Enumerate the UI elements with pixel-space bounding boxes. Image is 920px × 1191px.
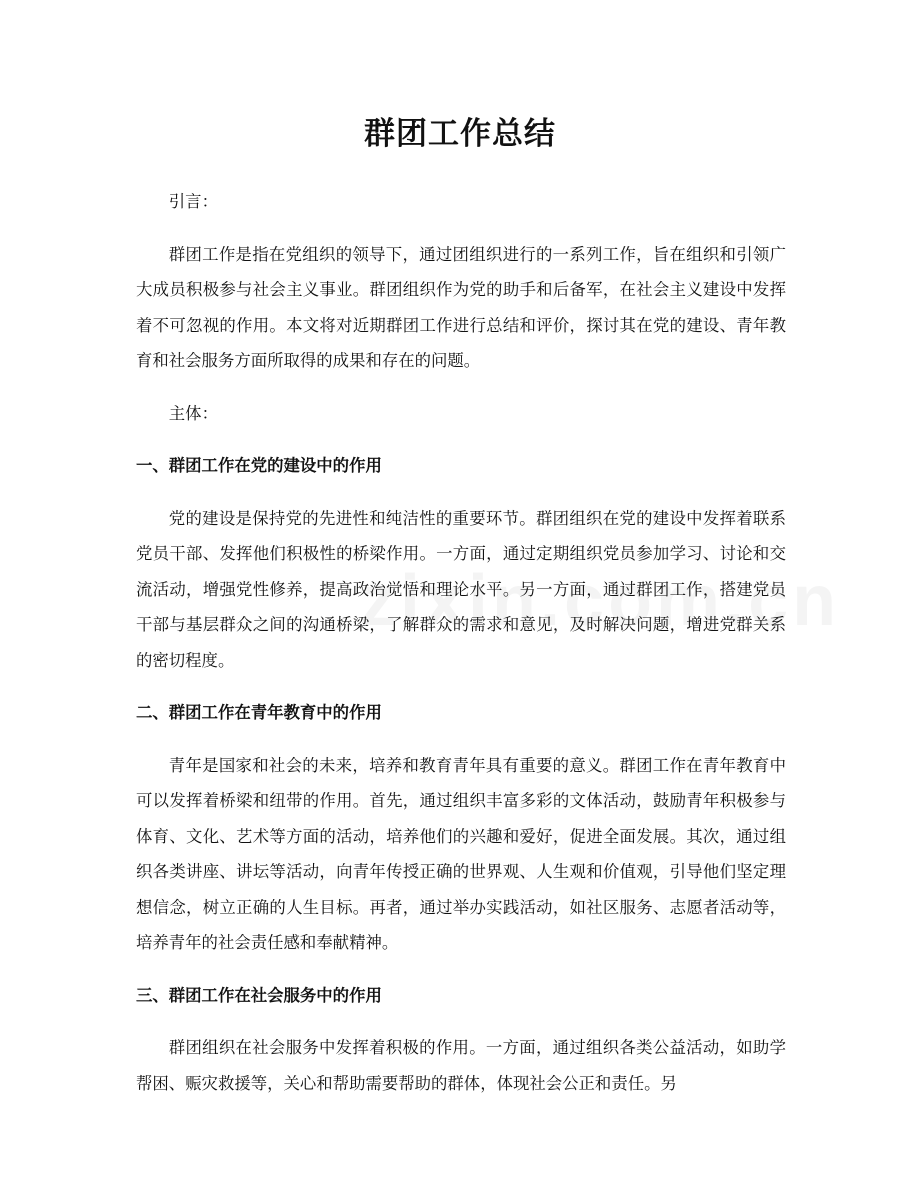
section-paragraph-youth-education: 青年是国家和社会的未来，培养和教育青年具有重要的意义。群团工作在青年教育中可以发挥着桥梁和纽带的作用。首先，通过组织丰富多彩的文体活动，鼓励青年积极参与体育、文化、艺术等方面的活动，培养他们的兴趣和爱好，促进全面发展。其次，通过组织各类讲座、讲坛等活动，向青年传授正确的世界观、人生观和价值观，引导他们坚定理想信念，树立正确的人生目标。再者，通过举办实践活动，如社区服务、志愿者活动等，培养青年的社会责任感和奉献精神。	[136, 755, 786, 952]
section-paragraph-social-service: 群团组织在社会服务中发挥着积极的作用。一方面，通过组织各类公益活动，如助学帮困、赈灾救援等，关心和帮助需要帮助的群体，体现社会公正和责任。另	[136, 1038, 786, 1093]
section-heading-party-building: 一、群团工作在党的建设中的作用	[136, 456, 382, 475]
document-title: 群团工作总结	[364, 116, 556, 152]
intro-label: 引言：	[168, 192, 218, 211]
section-heading-social-service: 三、群团工作在社会服务中的作用	[136, 985, 382, 1005]
body-label: 主体：	[168, 403, 218, 423]
document-body	[136, 184, 786, 1118]
section-heading-youth-education: 二、群团工作在青年教育中的作用	[136, 703, 382, 722]
intro-paragraph: 群团工作是指在党组织的领导下，通过团组织进行的一系列工作，旨在组织和引领广大成员积极参与社会主义事业。群团组织作为党的助手和后备军，在社会主义建设中发挥着不可忽视的作用。本文将对近期群团工作进行总结和评价，探讨其在党的建设、青年教育和社会服务方面所取得的成果和存在的问题。	[136, 244, 786, 370]
section-paragraph-party-building: 党的建设是保持党的先进性和纯洁性的重要环节。群团组织在党的建设中发挥着联系党员干部、发挥他们积极性的桥梁作用。一方面，通过定期组织党员参加学习、讨论和交流活动，增强党性修养，提高政治觉悟和理论水平。另一方面，通过群团工作，搭建党员干部与基层群众之间的沟通桥梁，了解群众的需求和意见，及时解决问题，增进党群关系的密切程度。	[136, 508, 786, 670]
